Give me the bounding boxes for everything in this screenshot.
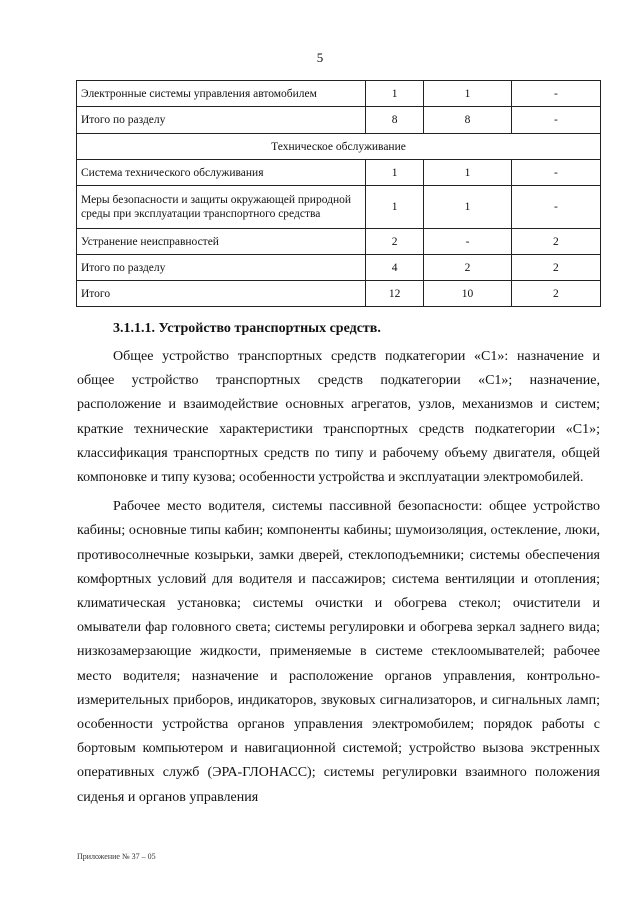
hours-table [76,80,601,307]
paragraph: Общее устройство транспортных средств подкатегории «С1»: назначение и общее устройство транспортных средств подкатегории «С1»; назначение, расположение и взаимодействие основных агрегатов, узлов, механизмов и систем; краткие технические характеристики транспортных средств подкатегории «С1»; классификация транспортных средств по типу и рабочему объему двигателя, общей компоновке и типу кузова; особенности устройства и эксплуатации электромобилей. [77,349,600,486]
table-cell-practice: 2 [511,229,600,255]
table-row [77,229,601,255]
body-text [77,345,600,815]
table-row [77,107,601,134]
table-cell-total: 4 [366,255,424,281]
table-cell-practice: 2 [511,281,600,307]
table-cell-name: Устранение неисправностей [77,229,366,255]
page-number: 5 [316,50,324,65]
table-cell-name: Итого [77,281,366,307]
table-cell-name: Электронные системы управления автомобилем [77,81,366,107]
table-cell-name: Итого по разделу [77,255,366,281]
table-cell-name: Меры безопасности и защиты окружающей природной среды при эксплуатации транспортного средства [77,186,366,229]
section-heading: 3.1.1.1. Устройство транспортных средств. [113,321,381,336]
table-section-title: Техническое обслуживание [77,134,601,160]
table-cell-theory: 1 [424,81,512,107]
table-row [77,81,601,107]
table-cell-practice: - [511,107,600,134]
table-cell-total: 12 [366,281,424,307]
table-cell-name: Итого по разделу [77,107,366,134]
table-cell-theory: 1 [424,160,512,186]
paragraph: Рабочее место водителя, системы пассивной безопасности: общее устройство кабины; основные типы кабин; компоненты кабины; шумоизоляция, остекление, люки, противосолнечные козырьки, замки дверей, стеклоподъемники; системы обеспечения комфортных условий для водителя и пассажиров; система вентиляции и отопления; климатическая установка; системы очистки и обогрева стекол; очистители и омыватели фар головного света; системы регулировки и обогрева зеркал заднего вида; низкозамерзающие жидкости, применяемые в системе стеклоомывателей; рабочее место водителя; назначение и расположение органов управления, контрольно-измерительных приборов, индикаторов, звуковых сигнализаторов, и сигнальных ламп; особенности устройства органов управления электромобилем; порядок работы с бортовым компьютером и навигационной системой; устройство вызова экстренных оперативных служб (ЭРА-ГЛОНАСС); системы регулировки взаимного положения сиденья и органов управления [77,499,600,805]
table-cell-practice: - [511,160,600,186]
table-cell-total: 1 [366,186,424,229]
table-row [77,281,601,307]
table-cell-theory: 10 [424,281,512,307]
table-cell-practice: - [511,186,600,229]
table-cell-theory: 1 [424,186,512,229]
table-cell-total: 8 [366,107,424,134]
table-cell-theory: 2 [424,255,512,281]
table-row [77,186,601,229]
table-cell-theory: 8 [424,107,512,134]
table-cell-practice: 2 [511,255,600,281]
table-cell-theory: - [424,229,512,255]
table-row [77,160,601,186]
page-footer: Приложение № 37 – 05 [77,852,156,861]
table-section-row [77,134,601,160]
table-cell-total: 1 [366,81,424,107]
table-row [77,255,601,281]
table-cell-total: 1 [366,160,424,186]
table-cell-name: Система технического обслуживания [77,160,366,186]
table-cell-total: 2 [366,229,424,255]
table-cell-practice: - [511,81,600,107]
